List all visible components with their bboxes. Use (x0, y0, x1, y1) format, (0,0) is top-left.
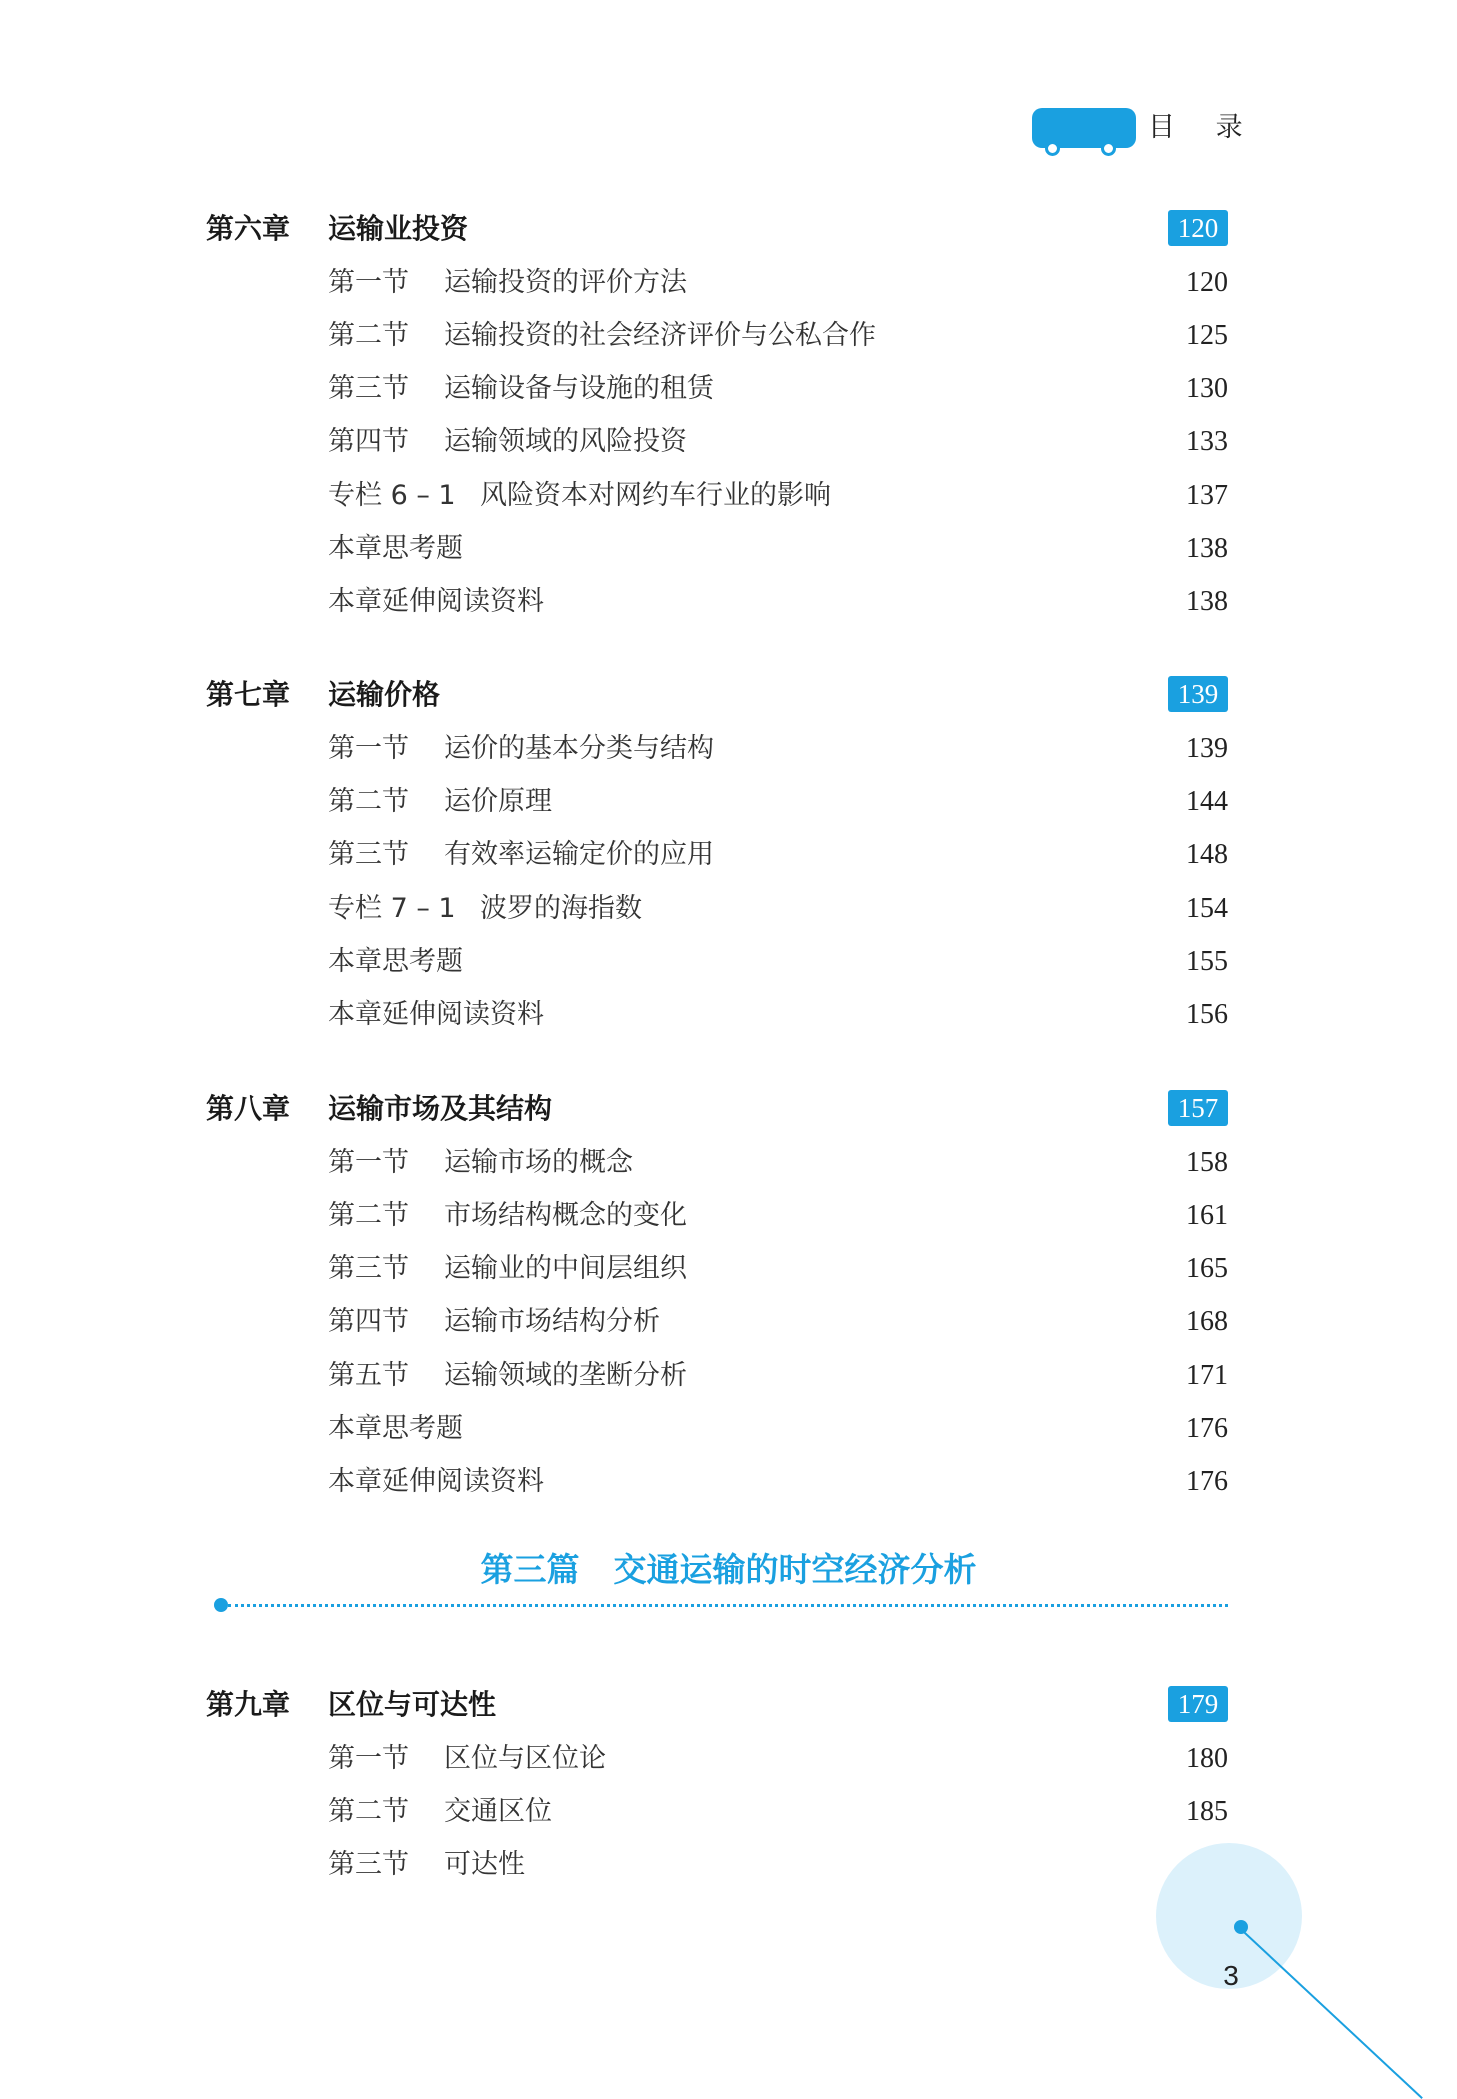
chapter-title: 区位与可达性 (328, 1688, 497, 1721)
chapter-9-heading[interactable] (0, 1685, 1457, 1725)
toc-column-row[interactable] (0, 476, 1457, 516)
section-page: 185 (1186, 1796, 1228, 1827)
section-label: 第二节 (328, 1796, 409, 1827)
section-label: 第一节 (328, 1743, 409, 1774)
header-wheel-icon (1045, 141, 1060, 156)
section-label: 第五节 (328, 1360, 409, 1391)
section-page: 148 (1186, 839, 1228, 870)
section-page: 120 (1186, 267, 1228, 298)
chapter-page-badge: 179 (1168, 1686, 1228, 1722)
part-number: 第三篇 (480, 1550, 580, 1589)
section-title: 运输投资的评价方法 (444, 267, 687, 298)
part-title: 交通运输的时空经济分析 (613, 1550, 977, 1589)
chapter-7-heading[interactable] (0, 675, 1457, 715)
section-label: 第三节 (328, 373, 409, 404)
toc-section-row[interactable] (0, 1249, 1457, 1289)
chapter-8-heading[interactable] (0, 1089, 1457, 1129)
section-label: 第三节 (328, 839, 409, 870)
corner-decorative-line (1239, 1927, 1423, 2099)
corner-dot-icon (1234, 1920, 1248, 1934)
toc-extra-row[interactable] (0, 1462, 1457, 1502)
section-page: 133 (1186, 426, 1228, 457)
toc-section-row[interactable] (0, 1302, 1457, 1342)
section-title: 运价原理 (444, 786, 552, 817)
section-title: 运输设备与设施的租赁 (444, 373, 714, 404)
toc-section-row[interactable] (0, 369, 1457, 409)
extra-page: 155 (1186, 946, 1228, 977)
column-label: 专栏 7 – 1 (328, 893, 456, 924)
part-heading[interactable] (0, 1548, 1457, 1592)
extra-title: 本章延伸阅读资料 (328, 999, 544, 1030)
chapter-6-heading[interactable] (0, 209, 1457, 249)
section-title: 交通区位 (444, 1796, 552, 1827)
section-page: 144 (1186, 786, 1228, 817)
section-page: 130 (1186, 373, 1228, 404)
toc-extra-row[interactable] (0, 582, 1457, 622)
section-title: 区位与区位论 (444, 1743, 606, 1774)
column-title: 风险资本对网约车行业的影响 (480, 480, 831, 511)
section-title: 运输投资的社会经济评价与公私合作 (444, 320, 876, 351)
extra-page: 138 (1186, 533, 1228, 564)
extra-title: 本章思考题 (328, 946, 463, 977)
dotted-divider (228, 1604, 1228, 1607)
section-title: 市场结构概念的变化 (444, 1200, 687, 1231)
column-page: 154 (1186, 893, 1228, 924)
extra-title: 本章延伸阅读资料 (328, 586, 544, 617)
chapter-page-badge: 157 (1168, 1090, 1228, 1126)
section-page: 168 (1186, 1306, 1228, 1337)
toc-extra-row[interactable] (0, 1409, 1457, 1449)
chapter-title: 运输市场及其结构 (328, 1092, 553, 1125)
toc-extra-row[interactable] (0, 995, 1457, 1035)
toc-section-row[interactable] (0, 1739, 1457, 1779)
extra-page: 138 (1186, 586, 1228, 617)
extra-page: 176 (1186, 1466, 1228, 1497)
page-number: 3 (1223, 1960, 1239, 1991)
chapter-number: 第七章 (206, 678, 291, 711)
column-page: 137 (1186, 480, 1228, 511)
column-label: 专栏 6 – 1 (328, 480, 456, 511)
section-label: 第一节 (328, 1147, 409, 1178)
column-title: 波罗的海指数 (480, 893, 642, 924)
extra-page: 156 (1186, 999, 1228, 1030)
chapter-title: 运输业投资 (328, 212, 469, 245)
page-header-title: 目 录 (1148, 112, 1259, 143)
section-title: 运价的基本分类与结构 (444, 733, 714, 764)
chapter-number: 第六章 (206, 212, 291, 245)
section-label: 第二节 (328, 786, 409, 817)
toc-section-row[interactable] (0, 835, 1457, 875)
section-title: 运输业的中间层组织 (444, 1253, 687, 1284)
section-page: 161 (1186, 1200, 1228, 1231)
chapter-page-badge: 120 (1168, 210, 1228, 246)
toc-extra-row[interactable] (0, 529, 1457, 569)
section-label: 第一节 (328, 733, 409, 764)
toc-section-row[interactable] (0, 1792, 1457, 1832)
section-title: 运输领域的风险投资 (444, 426, 687, 457)
section-label: 第四节 (328, 426, 409, 457)
chapter-number: 第八章 (206, 1092, 291, 1125)
toc-section-row[interactable] (0, 316, 1457, 356)
section-title: 运输领域的垄断分析 (444, 1360, 687, 1391)
toc-section-row[interactable] (0, 263, 1457, 303)
chapter-title: 运输价格 (328, 678, 441, 711)
extra-title: 本章思考题 (328, 1413, 463, 1444)
extra-title: 本章延伸阅读资料 (328, 1466, 544, 1497)
toc-extra-row[interactable] (0, 942, 1457, 982)
section-title: 可达性 (444, 1849, 525, 1880)
divider-dot (214, 1598, 228, 1612)
chapter-number: 第九章 (206, 1688, 291, 1721)
section-label: 第三节 (328, 1253, 409, 1284)
section-label: 第三节 (328, 1849, 409, 1880)
chapter-page-badge: 139 (1168, 676, 1228, 712)
section-page: 165 (1186, 1253, 1228, 1284)
extra-page: 176 (1186, 1413, 1228, 1444)
section-page: 171 (1186, 1360, 1228, 1391)
section-title: 有效率运输定价的应用 (444, 839, 714, 870)
extra-title: 本章思考题 (328, 533, 463, 564)
toc-section-row[interactable] (0, 729, 1457, 769)
toc-section-row[interactable] (0, 782, 1457, 822)
section-label: 第二节 (328, 1200, 409, 1231)
section-label: 第四节 (328, 1306, 409, 1337)
section-page: 139 (1186, 733, 1228, 764)
section-page: 158 (1186, 1147, 1228, 1178)
toc-section-row[interactable] (0, 422, 1457, 462)
toc-section-row[interactable] (0, 1143, 1457, 1183)
section-label: 第一节 (328, 267, 409, 298)
section-page: 125 (1186, 320, 1228, 351)
section-label: 第二节 (328, 320, 409, 351)
section-title: 运输市场的概念 (444, 1147, 633, 1178)
toc-section-row[interactable] (0, 1356, 1457, 1396)
toc-column-row[interactable] (0, 889, 1457, 929)
section-page: 180 (1186, 1743, 1228, 1774)
header-wheel-icon (1101, 141, 1116, 156)
toc-section-row[interactable] (0, 1196, 1457, 1236)
section-title: 运输市场结构分析 (444, 1306, 660, 1337)
